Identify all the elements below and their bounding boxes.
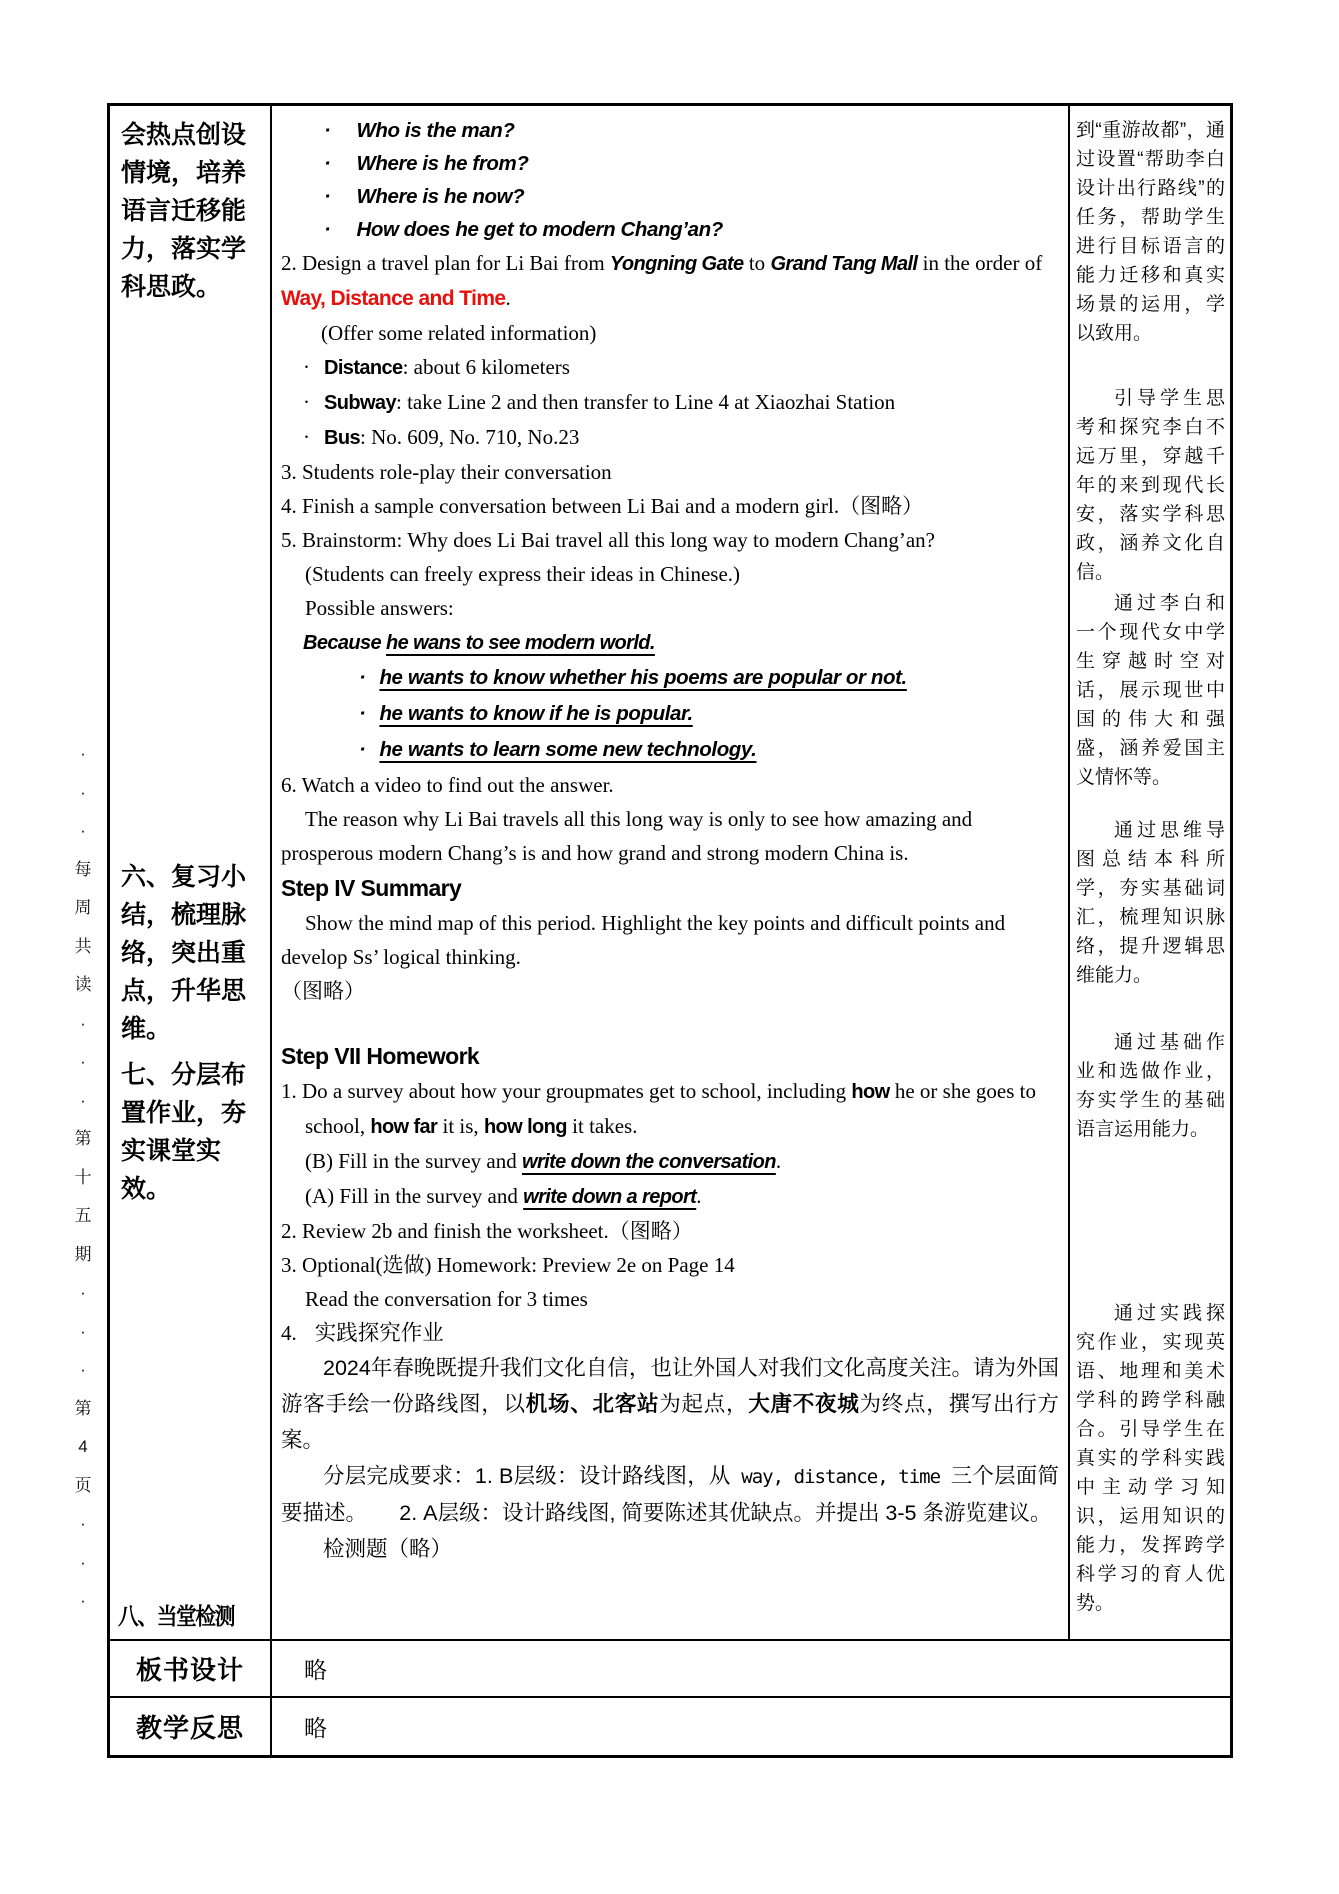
answer-underlined: he wans to see modern world. xyxy=(386,632,655,654)
info-label: Distance xyxy=(324,357,403,379)
task-item-6: 6. Watch a video to find out the answer. xyxy=(281,773,614,797)
homework-level-b xyxy=(281,1144,1059,1179)
rationale-paragraph: 到“重游故都”，通过设置“帮助李白设计出行路线”的任务，帮助学生进行目标语言的能力迁移和真实场景的运用，学以致用。 xyxy=(1076,120,1225,344)
lesson-plan-table xyxy=(107,103,1233,1758)
task-text: to xyxy=(743,251,771,275)
question-text: Who is the man? xyxy=(356,119,515,142)
bullet-dot: · xyxy=(324,218,331,241)
possible-answers-label: Possible answers: xyxy=(305,596,454,620)
homework-text: . xyxy=(775,1149,782,1173)
homework-text: (B) Fill in the survey and xyxy=(305,1149,522,1173)
reason-paragraph: The reason why Li Bai travels all this long way is only to see how amazing and prosperous modern Chang’s is and how grand and strong modern China is. xyxy=(281,807,973,865)
margin-glyph: 4 xyxy=(78,1437,88,1456)
margin-glyph: · xyxy=(80,1360,86,1379)
answer-underlined: he wants to know whether his poems are popular or not. xyxy=(379,666,907,689)
info-bullet-distance xyxy=(281,350,1059,385)
question-text: How does he get to modern Chang’an? xyxy=(356,218,723,241)
margin-glyph: · xyxy=(80,744,86,763)
page-margin-vertical-text xyxy=(68,735,98,1621)
margin-glyph: · xyxy=(80,1552,86,1572)
blackboard-design-row xyxy=(110,1639,1230,1696)
cn-text: 2024年春晚既提升我们文化自信，也让外国人对我们文化高度关注。请为外国游客手绘一份路线图，以 xyxy=(281,1356,1059,1416)
margin-glyph: · xyxy=(80,1514,86,1533)
margin-glyph: · xyxy=(80,782,86,802)
tiered-requirements xyxy=(281,1458,1059,1531)
answer-bullet xyxy=(281,732,1059,768)
answer-because-line xyxy=(281,625,1059,660)
homework-item-4 xyxy=(281,1316,1059,1350)
cn-text: 为终点，撰写出行方案。 xyxy=(281,1392,1059,1452)
cn-text: 为起点， xyxy=(659,1392,749,1416)
task-item-3: 3. Students role-play their conversation xyxy=(281,460,612,484)
homework-item-1 xyxy=(281,1074,1059,1144)
margin-glyph: · xyxy=(80,1283,86,1302)
homework-item-3b: Read the conversation for 3 times xyxy=(305,1287,588,1311)
teaching-process-column xyxy=(272,106,1070,1639)
teaching-reflection-label: 教学反思 xyxy=(110,1698,272,1755)
rationale-paragraph: 通过李白和一个现代女中学生穿越时空对话，展示现世中国的伟大和强盛，涵养爱国主义情怀等。 xyxy=(1076,593,1225,788)
section-6-review: 六、复习小结，梳理脉络，突出重点，升华思维。 xyxy=(121,863,247,1043)
margin-glyph: · xyxy=(80,821,86,840)
table-main-row xyxy=(110,106,1230,1639)
homework-text: 1. Do a survey about how your groupmates get to school, including xyxy=(281,1079,852,1103)
figure-omitted-note: （图略） xyxy=(281,979,365,1003)
cn-text: 分层完成要求：1. B层级：设计路线图，从 xyxy=(323,1464,731,1488)
margin-glyph: 十 xyxy=(74,1167,92,1187)
margin-glyph: 页 xyxy=(74,1475,92,1495)
teaching-reflection-value: 略 xyxy=(304,1715,327,1741)
bullet-dot: · xyxy=(324,185,331,208)
homework-level-a xyxy=(281,1179,1059,1214)
design-intent-note: 会热点创设情境，培养语言迁移能力，落实学科思政。 xyxy=(121,121,247,301)
question-line xyxy=(281,147,1059,180)
task-text: 2. Design a travel plan for Li Bai from xyxy=(281,251,610,275)
rationale-paragraph: 通过实践探究作业，实现英语、地理和美术学科的跨学科融合。引导学生在真实的学科实践中主动学习知识，运用知识的能力，发挥跨学科学习的育人优势。 xyxy=(1076,1303,1225,1614)
question-line xyxy=(281,180,1059,213)
task-item-4: 4. Finish a sample conversation between Li Bai and a modern girl.（图略） xyxy=(281,494,924,518)
start-points: 机场、北客站 xyxy=(525,1392,660,1416)
homework-text: he or she goes to school, xyxy=(305,1079,1036,1138)
task-item-2 xyxy=(281,246,1059,316)
task-text: . xyxy=(505,286,511,310)
keyword-how-long: how long xyxy=(483,1116,567,1138)
homework-number: 4. xyxy=(281,1321,297,1345)
blackboard-design-value: 略 xyxy=(304,1657,327,1683)
place-grand-tang-mall: Grand Tang Mall xyxy=(770,253,918,275)
teaching-reflection-row xyxy=(110,1696,1230,1755)
margin-glyph: 读 xyxy=(74,975,92,994)
keywords-way-distance-time: way, distance, time xyxy=(730,1466,951,1488)
info-bullet-subway xyxy=(281,385,1059,420)
step-4-summary-title: Step IV Summary xyxy=(281,875,462,901)
test-omitted-note: 检测题（略） xyxy=(323,1537,453,1561)
bullet-dot: · xyxy=(303,425,310,449)
offer-note: (Offer some related information) xyxy=(321,321,597,345)
design-intent-column xyxy=(110,106,272,1639)
answer-underlined: he wants to learn some new technology. xyxy=(379,738,757,761)
task-item-5-note: (Students can freely express their ideas in Chinese.) xyxy=(305,562,741,586)
underlined-task: write down the conversation xyxy=(521,1151,776,1173)
keyword-how: how xyxy=(851,1081,890,1103)
answer-bullet xyxy=(281,660,1059,696)
task-item-5: 5. Brainstorm: Why does Li Bai travel all this long way to modern Chang’an? xyxy=(281,528,935,552)
homework-item-3: 3. Optional(选做) Homework: Preview 2e on Page 14 xyxy=(281,1253,735,1277)
design-rationale-column xyxy=(1070,106,1230,1639)
homework-text: . xyxy=(696,1184,702,1208)
margin-glyph: · xyxy=(80,1013,86,1033)
info-bullet-bus xyxy=(281,420,1059,455)
homework-text: it takes. xyxy=(566,1114,638,1138)
margin-glyph: 第 xyxy=(74,1398,92,1418)
margin-glyph: 共 xyxy=(74,936,92,956)
question-line xyxy=(281,213,1059,246)
cn-text: 三个层面简要描述。 2. A层级：设计路线图, 简要陈述其优缺点。并提出 3-5 条游览建议。 xyxy=(281,1464,1060,1525)
info-text: : No. 609, No. 710, No.23 xyxy=(359,425,580,449)
margin-glyph: · xyxy=(80,1321,86,1341)
bullet-dot: · xyxy=(303,390,310,414)
rationale-paragraph: 通过基础作业和选做作业，夯实学生的基础语言运用能力。 xyxy=(1076,1032,1225,1140)
info-label: Subway xyxy=(324,392,396,414)
answer-underlined: he wants to know if he is popular. xyxy=(379,702,693,725)
answer-bullet xyxy=(281,696,1059,732)
end-point: 大唐不夜城 xyxy=(748,1392,860,1416)
bullet-dot: · xyxy=(303,355,310,379)
question-text: Where is he now? xyxy=(356,185,525,208)
rationale-paragraph: 引导学生思考和探究李白不远万里，穿越千年的来到现代长安，落实学科思政，涵养文化自信。 xyxy=(1076,388,1225,583)
bullet-dot: · xyxy=(359,666,366,689)
margin-glyph: 周 xyxy=(74,898,92,917)
margin-glyph: 期 xyxy=(74,1244,92,1264)
bullet-dot: · xyxy=(359,702,366,725)
info-text: : take Line 2 and then transfer to Line 4 at Xiaozhai Station xyxy=(395,390,896,414)
homework-item-2: 2. Review 2b and finish the worksheet.（图略） xyxy=(281,1219,693,1243)
margin-glyph: · xyxy=(80,1591,86,1610)
underlined-task: write down a report xyxy=(523,1186,697,1208)
section-8-in-class-test: 八、当堂检测 xyxy=(118,1603,235,1629)
section-7-homework: 七、分层布置作业，夯实课堂实效。 xyxy=(121,1061,247,1203)
margin-glyph: 每 xyxy=(74,859,92,879)
margin-glyph: 第 xyxy=(74,1129,92,1148)
question-text: Where is he from? xyxy=(356,152,529,175)
keyword-how-far: how far xyxy=(370,1116,438,1138)
margin-glyph: · xyxy=(80,1052,86,1071)
practice-task-description xyxy=(281,1350,1059,1458)
margin-glyph: · xyxy=(80,1090,86,1110)
homework-text: (A) Fill in the survey and xyxy=(305,1184,524,1208)
info-label: Bus xyxy=(324,427,360,449)
task-text: in the order of xyxy=(917,251,1043,275)
highlighted-phrase: Way, Distance and Time xyxy=(281,287,506,310)
bullet-dot: · xyxy=(324,119,331,142)
place-yongning-gate: Yongning Gate xyxy=(609,253,744,275)
bullet-dot: · xyxy=(324,152,331,175)
bullet-dot: · xyxy=(359,738,366,761)
info-text: : about 6 kilometers xyxy=(402,355,570,379)
step-4-body: Show the mind map of this period. Highlight the key points and difficult points and develop Ss’ logical thinking. xyxy=(281,911,1006,969)
answer-prefix: Because xyxy=(303,632,387,654)
rationale-paragraph: 通过思维导图总结本科所学，夯实基础词汇，梳理知识脉络，提升逻辑思维能力。 xyxy=(1076,820,1225,986)
question-line xyxy=(281,114,1059,147)
homework-text: it is, xyxy=(437,1114,484,1138)
practice-task-label: 实践探究作业 xyxy=(314,1321,444,1345)
margin-glyph: 五 xyxy=(74,1206,92,1225)
blackboard-design-label: 板书设计 xyxy=(110,1641,272,1696)
step-7-homework-title: Step VII Homework xyxy=(281,1043,480,1069)
